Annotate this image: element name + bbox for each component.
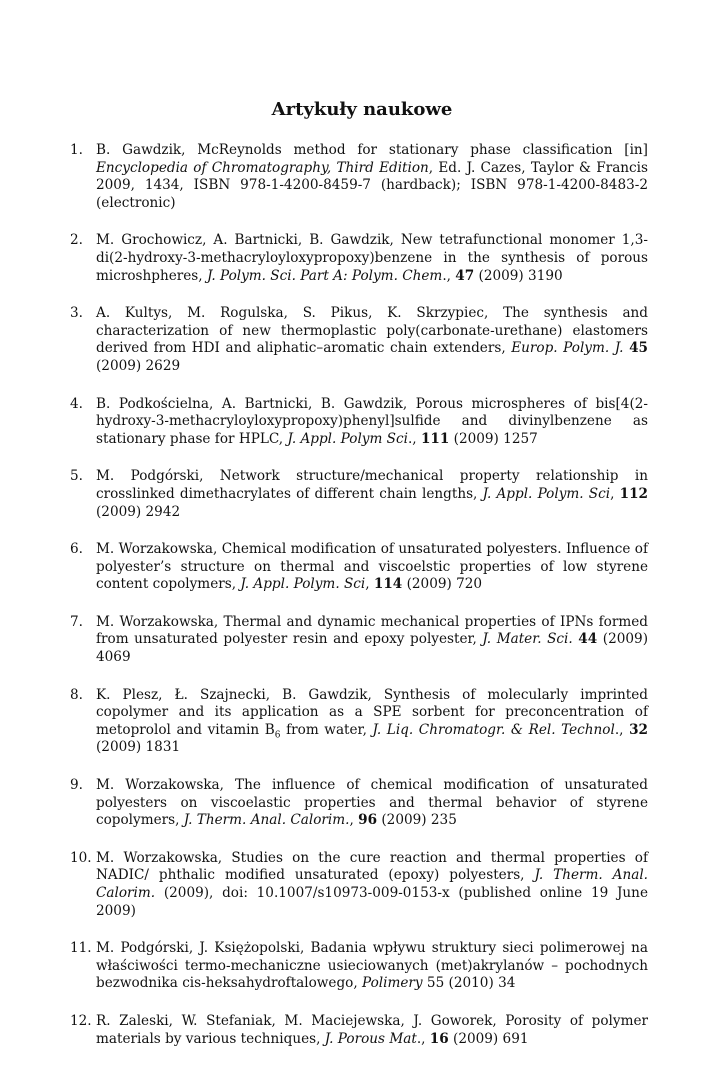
article-volume: 16 xyxy=(429,1030,449,1047)
article-item xyxy=(70,396,648,449)
article-item xyxy=(70,940,648,993)
article-details: (2009) 235 xyxy=(377,812,457,829)
article-number: 3. xyxy=(70,305,83,322)
article-authors-title: M. Worzakowska, Studies on the cure reaction and thermal properties of NADIC/ phthalic modified unsaturated (epoxy) polyesters, xyxy=(96,849,648,884)
article-title-continued: from water, xyxy=(280,721,373,738)
article-journal: Polimery xyxy=(362,975,423,992)
article-number: 8. xyxy=(70,686,83,703)
article-subscript: 6 xyxy=(274,730,281,741)
article-item xyxy=(70,232,648,285)
article-number: 7. xyxy=(70,613,83,630)
article-authors-title: A. Kultys, M. Rogulska, S. Pikus, K. Skrzypiec, The synthesis and characterization of new thermoplastic poly(carbonate-urethane) elastomers derived from HDI and aliphatic–aromatic chain extenders, xyxy=(96,305,648,357)
article-item xyxy=(70,142,648,212)
article-journal: J. Polym. Sci. Part A: Polym. Chem xyxy=(206,267,443,284)
article-separator: ., xyxy=(416,1030,430,1047)
article-journal: J. Therm. Anal. Calorim. xyxy=(96,867,648,901)
article-authors-title: M. Worzakowska, The influence of chemical modification of unsaturated polyesters on viscoelastic properties and thermal behavior of styrene copolymers, xyxy=(96,777,648,829)
article-number: 5. xyxy=(70,468,83,485)
article-authors-title: K. Plesz, Ł. Szajnecki, B. Gawdzik, Synthesis of molecularly imprinted copolymer and its application as a SPE sorbent for preconcentration of metoprolol and vitamin B xyxy=(96,686,648,738)
article-journal: Encyclopedia of Chromatography, Third Edition xyxy=(96,159,429,176)
article-item xyxy=(70,305,648,375)
article-number: 6. xyxy=(70,541,83,558)
article-item xyxy=(70,1013,648,1048)
article-volume: 96 xyxy=(358,812,378,829)
article-volume: 112 xyxy=(619,485,648,502)
article-number: 1. xyxy=(70,142,83,158)
article-volume: 111 xyxy=(420,430,450,447)
article-journal: J. Mater. Sci. xyxy=(482,631,573,648)
article-authors-title: R. Zaleski, W. Stefaniak, M. Maciejewska, J. Goworek, Porosity of polymer materials by various techniques, xyxy=(96,1012,648,1047)
article-authors-title: M. Worzakowska, Chemical modification of unsaturated polyesters. Influence of polyester’s structure on thermal and viscoelstic properties of low styrene content copolymers, xyxy=(96,541,648,593)
article-authors-title: M. Podgórski, J. Księżopolski, Badania wpływu struktury sieci polimerowej na właściwości termo-mechaniczne usieciowanych (met)akrylanów – pochodnych bezwodnika cis-heksahydroftalowego, xyxy=(96,940,648,992)
article-item xyxy=(70,687,648,757)
article-authors-title: M. Grochowicz, A. Bartnicki, B. Gawdzik, New tetrafunctional monomer 1,3-di(2-hydroxy-3-methacryloyloxypropoxy)benzene in the synthesis of porous microshpheres, xyxy=(96,232,648,284)
article-authors-title: B. Podkościelna, A. Bartnicki, B. Gawdzik, Porous microspheres of bis[4(2-hydroxy-3-methacryloyloxypropoxy)phenyl]sulfide and divinylbenzene as stationary phase for HPLC, xyxy=(96,395,648,447)
article-journal: J. Appl. Polym. Sci xyxy=(482,485,611,502)
page-title: Artykuły naukowe xyxy=(271,99,453,121)
article-details: (2009) 2942 xyxy=(96,503,181,520)
article-separator: , xyxy=(365,576,374,593)
article-details: (2009) 720 xyxy=(402,576,483,593)
article-authors-title: M. Worzakowska, Thermal and dynamic mechanical properties of IPNs formed from unsaturated polyester resin and epoxy polyester, xyxy=(96,613,648,648)
article-details: (2009), doi: 10.1007/s10973-009-0153-x (published online 19 June 2009) xyxy=(96,885,648,919)
article-volume: 44 xyxy=(578,631,598,648)
article-journal: J. Liq. Chromatogr. & Rel. Technol xyxy=(372,721,615,738)
article-volume: 47 xyxy=(455,267,475,284)
article-number: 12. xyxy=(70,1012,92,1029)
article-journal: Europ. Polym. J. xyxy=(511,340,624,357)
article-details: , Ed. J. Cazes, Taylor & Francis 2009, 1434, ISBN 978-1-4200-8459-7 (hardback); ISBN 978-1-4200-8483-2 (electronic) xyxy=(96,159,648,211)
article-number: 2. xyxy=(70,232,83,249)
article-list xyxy=(70,142,648,1068)
article-number: 10. xyxy=(70,849,92,866)
article-number: 11. xyxy=(70,940,92,957)
article-authors-title: B. Gawdzik, McReynolds method for stationary phase classification [in] xyxy=(96,142,648,158)
article-details: 55 (2010) 34 xyxy=(422,975,516,992)
article-separator: , xyxy=(349,812,359,829)
article-volume: 114 xyxy=(373,576,403,593)
article-separator: ., xyxy=(407,430,421,447)
article-volume: 32 xyxy=(629,721,649,738)
article-journal: J. Porous Mat xyxy=(324,1030,417,1047)
article-number: 4. xyxy=(70,395,83,412)
article-details: (2009) 3190 xyxy=(474,267,563,284)
article-number: 9. xyxy=(70,777,83,794)
article-details: (2009) 1831 xyxy=(96,739,181,756)
article-journal: J. Appl. Polym. Sci xyxy=(240,576,366,593)
article-item xyxy=(70,468,648,521)
article-separator: ., xyxy=(442,267,456,284)
article-journal: J. Appl. Polym Sci xyxy=(287,430,408,447)
article-authors-title: M. Podgórski, Network structure/mechanical property relationship in crosslinked dimethacrylates of different chain lengths, xyxy=(96,468,648,502)
article-item xyxy=(70,614,648,667)
article-separator: , xyxy=(610,485,620,502)
article-details: (2009) 4069 xyxy=(96,631,648,666)
article-details: (2009) 691 xyxy=(448,1030,529,1047)
article-item xyxy=(70,777,648,830)
article-item xyxy=(70,541,648,594)
article-volume: 45 xyxy=(629,340,648,357)
article-journal: J. Therm. Anal. Calorim. xyxy=(183,812,350,829)
article-separator: ., xyxy=(614,721,630,738)
article-details: (2009) 1257 xyxy=(449,430,538,447)
article-details: (2009) 2629 xyxy=(96,357,181,374)
article-item xyxy=(70,850,648,920)
